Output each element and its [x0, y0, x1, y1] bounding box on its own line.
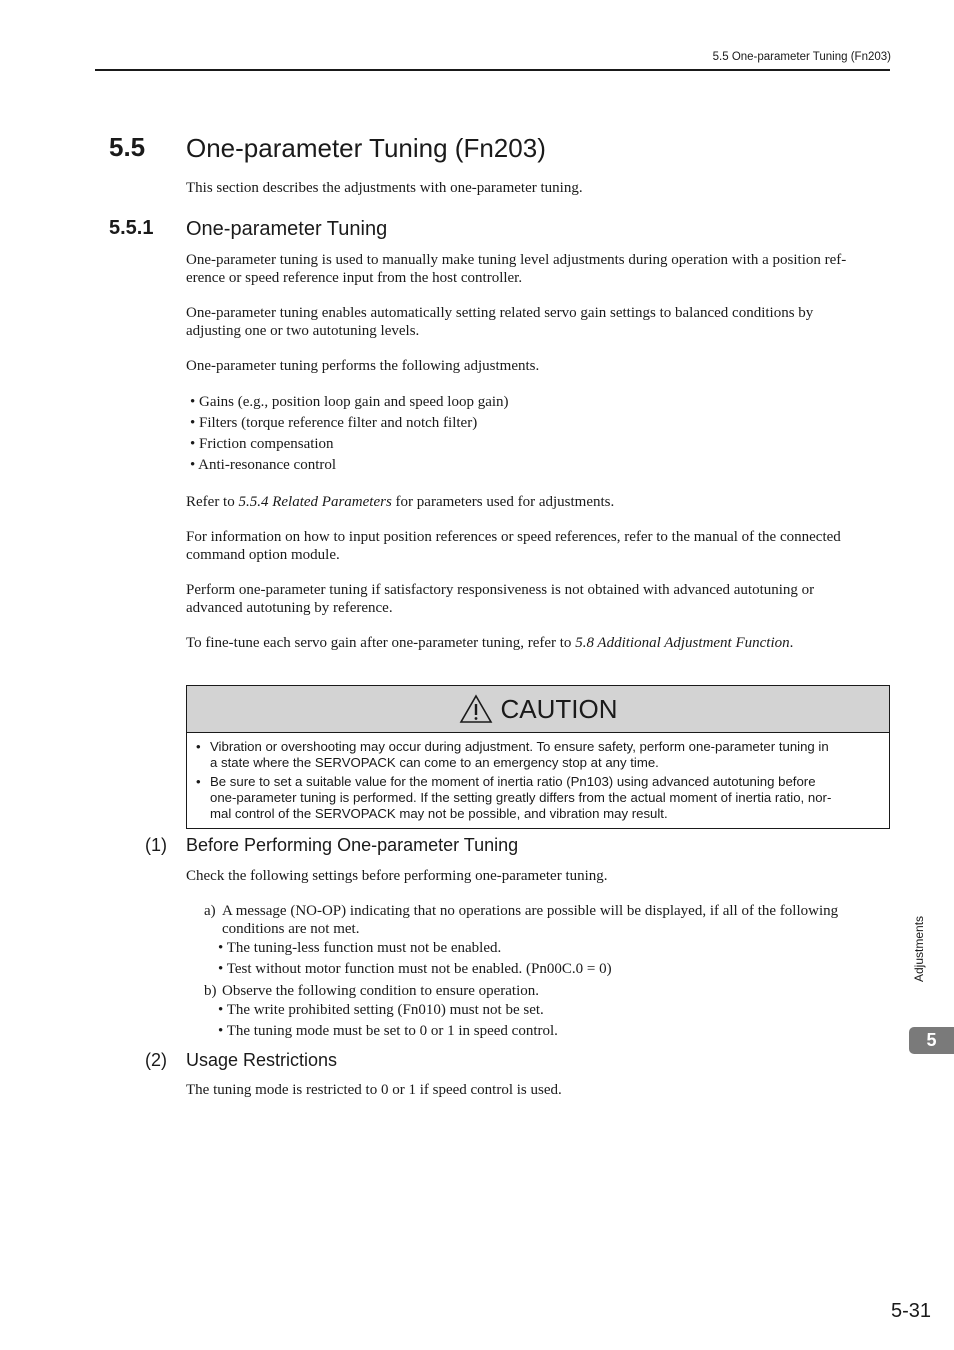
caution-line: one-parameter tuning is performed. If the setting greatly differs from the actual moment of inertia ratio, nor- — [210, 790, 832, 805]
list-item: • Friction compensation — [190, 436, 334, 452]
paragraph-line: erence or speed reference input from the host controller. — [186, 270, 523, 286]
list-item: • Gains (e.g., position loop gain and speed loop gain) — [190, 394, 509, 410]
list-letter: a) — [204, 903, 216, 919]
header-rule — [95, 69, 890, 71]
paragraph-adjustments: One-parameter tuning performs the following adjustments. — [186, 358, 540, 374]
paragraph-purpose — [186, 251, 892, 287]
paragraph-refer-parameters — [186, 493, 892, 511]
paragraph-line: One-parameter tuning is used to manually make tuning level adjustments during operation with a position ref- — [186, 252, 847, 268]
paragraph-check-settings: Check the following settings before performing one-parameter tuning. — [186, 868, 608, 884]
adjustment-list — [190, 392, 509, 476]
paragraph-when-to-perform — [186, 581, 892, 617]
chapter-tab: 5 — [909, 1027, 954, 1054]
heading-text: Usage Restrictions — [186, 1050, 338, 1070]
caution-item — [196, 739, 879, 771]
warning-triangle-icon — [459, 694, 493, 724]
condition-b — [204, 982, 894, 1000]
paragraph-usage: The tuning mode is restricted to 0 or 1 if speed control is used. — [186, 1082, 562, 1098]
caution-line: mal control of the SERVOPACK may not be possible, and vibration may result. — [210, 806, 668, 821]
text-span: Refer to — [186, 494, 239, 510]
caution-line: Be sure to set a suitable value for the moment of inertia ratio (Pn103) using advanced autotuning before — [210, 774, 816, 789]
page-number: 5-31 — [890, 1300, 931, 1322]
paragraph-balance — [186, 304, 892, 340]
list-item: • The write prohibited setting (Fn010) must not be set. — [218, 1002, 544, 1018]
text-span: To fine-tune each servo gain after one-parameter tuning, refer to — [186, 635, 576, 651]
heading-text: Before Performing One-parameter Tuning — [186, 835, 519, 855]
caution-header — [187, 686, 889, 733]
list-item: • The tuning mode must be set to 0 or 1 in speed control. — [218, 1023, 558, 1039]
chapter-side-label: Adjustments — [912, 915, 926, 982]
list-item: • The tuning-less function must not be enabled. — [218, 940, 502, 956]
list-item: • Filters (torque reference filter and notch filter) — [190, 415, 478, 431]
section-intro: This section describes the adjustments with one-parameter tuning. — [186, 180, 583, 196]
section-title: One-parameter Tuning (Fn203) — [186, 133, 546, 163]
caution-box — [186, 685, 890, 829]
subsection-title: One-parameter Tuning — [186, 218, 388, 240]
paragraph-line: advanced autotuning by reference. — [186, 600, 393, 616]
list-letter: b) — [204, 983, 217, 999]
running-header: 5.5 One-parameter Tuning (Fn203) — [712, 51, 891, 63]
paragraph-line: One-parameter tuning enables automatically setting related servo gain settings to balanced conditions by — [186, 305, 814, 321]
paragraph-fine-tune — [186, 634, 892, 652]
text-span: . — [789, 635, 794, 651]
condition-list — [204, 902, 894, 1042]
list-item: • Anti-resonance control — [190, 457, 337, 473]
bullet: • — [196, 774, 201, 789]
heading-usage-restrictions — [145, 1050, 337, 1071]
paragraph-line: Perform one-parameter tuning if satisfactory responsiveness is not obtained with advanced autotuning or — [186, 582, 815, 598]
paragraph-line: For information on how to input position references or speed references, refer to the manual of the connected — [186, 529, 841, 545]
caution-item — [196, 774, 879, 822]
paragraph-command-option — [186, 528, 892, 564]
cross-reference-link[interactable]: 5.8 Additional Adjustment Function — [575, 635, 790, 651]
heading-label: (2) — [145, 1050, 167, 1070]
condition-line: conditions are not met. — [222, 921, 360, 937]
list-item: • Test without motor function must not be enabled. (Pn00C.0 = 0) — [218, 961, 612, 977]
condition-line: A message (NO-OP) indicating that no operations are possible will be displayed, if all of the following — [222, 903, 839, 919]
caution-title: CAUTION — [500, 693, 618, 724]
paragraph-line: command option module. — [186, 547, 340, 563]
section-number: 5.5 — [109, 132, 146, 162]
heading-label: (1) — [145, 835, 167, 855]
condition-line: Observe the following condition to ensure operation. — [222, 983, 540, 999]
caution-line: a state where the SERVOPACK can come to an emergency stop at any time. — [210, 755, 659, 770]
caution-line: Vibration or overshooting may occur during adjustment. To ensure safety, perform one-parameter tuning in — [210, 739, 829, 754]
subsection-number: 5.5.1 — [109, 217, 154, 239]
heading-before-tuning — [145, 835, 518, 856]
condition-a — [204, 902, 894, 938]
text-span: for parameters used for adjustments. — [391, 494, 615, 510]
cross-reference-link[interactable]: 5.5.4 Related Parameters — [238, 494, 392, 510]
caution-list — [187, 733, 889, 822]
bullet: • — [196, 739, 201, 754]
paragraph-line: adjusting one or two autotuning levels. — [186, 323, 420, 339]
